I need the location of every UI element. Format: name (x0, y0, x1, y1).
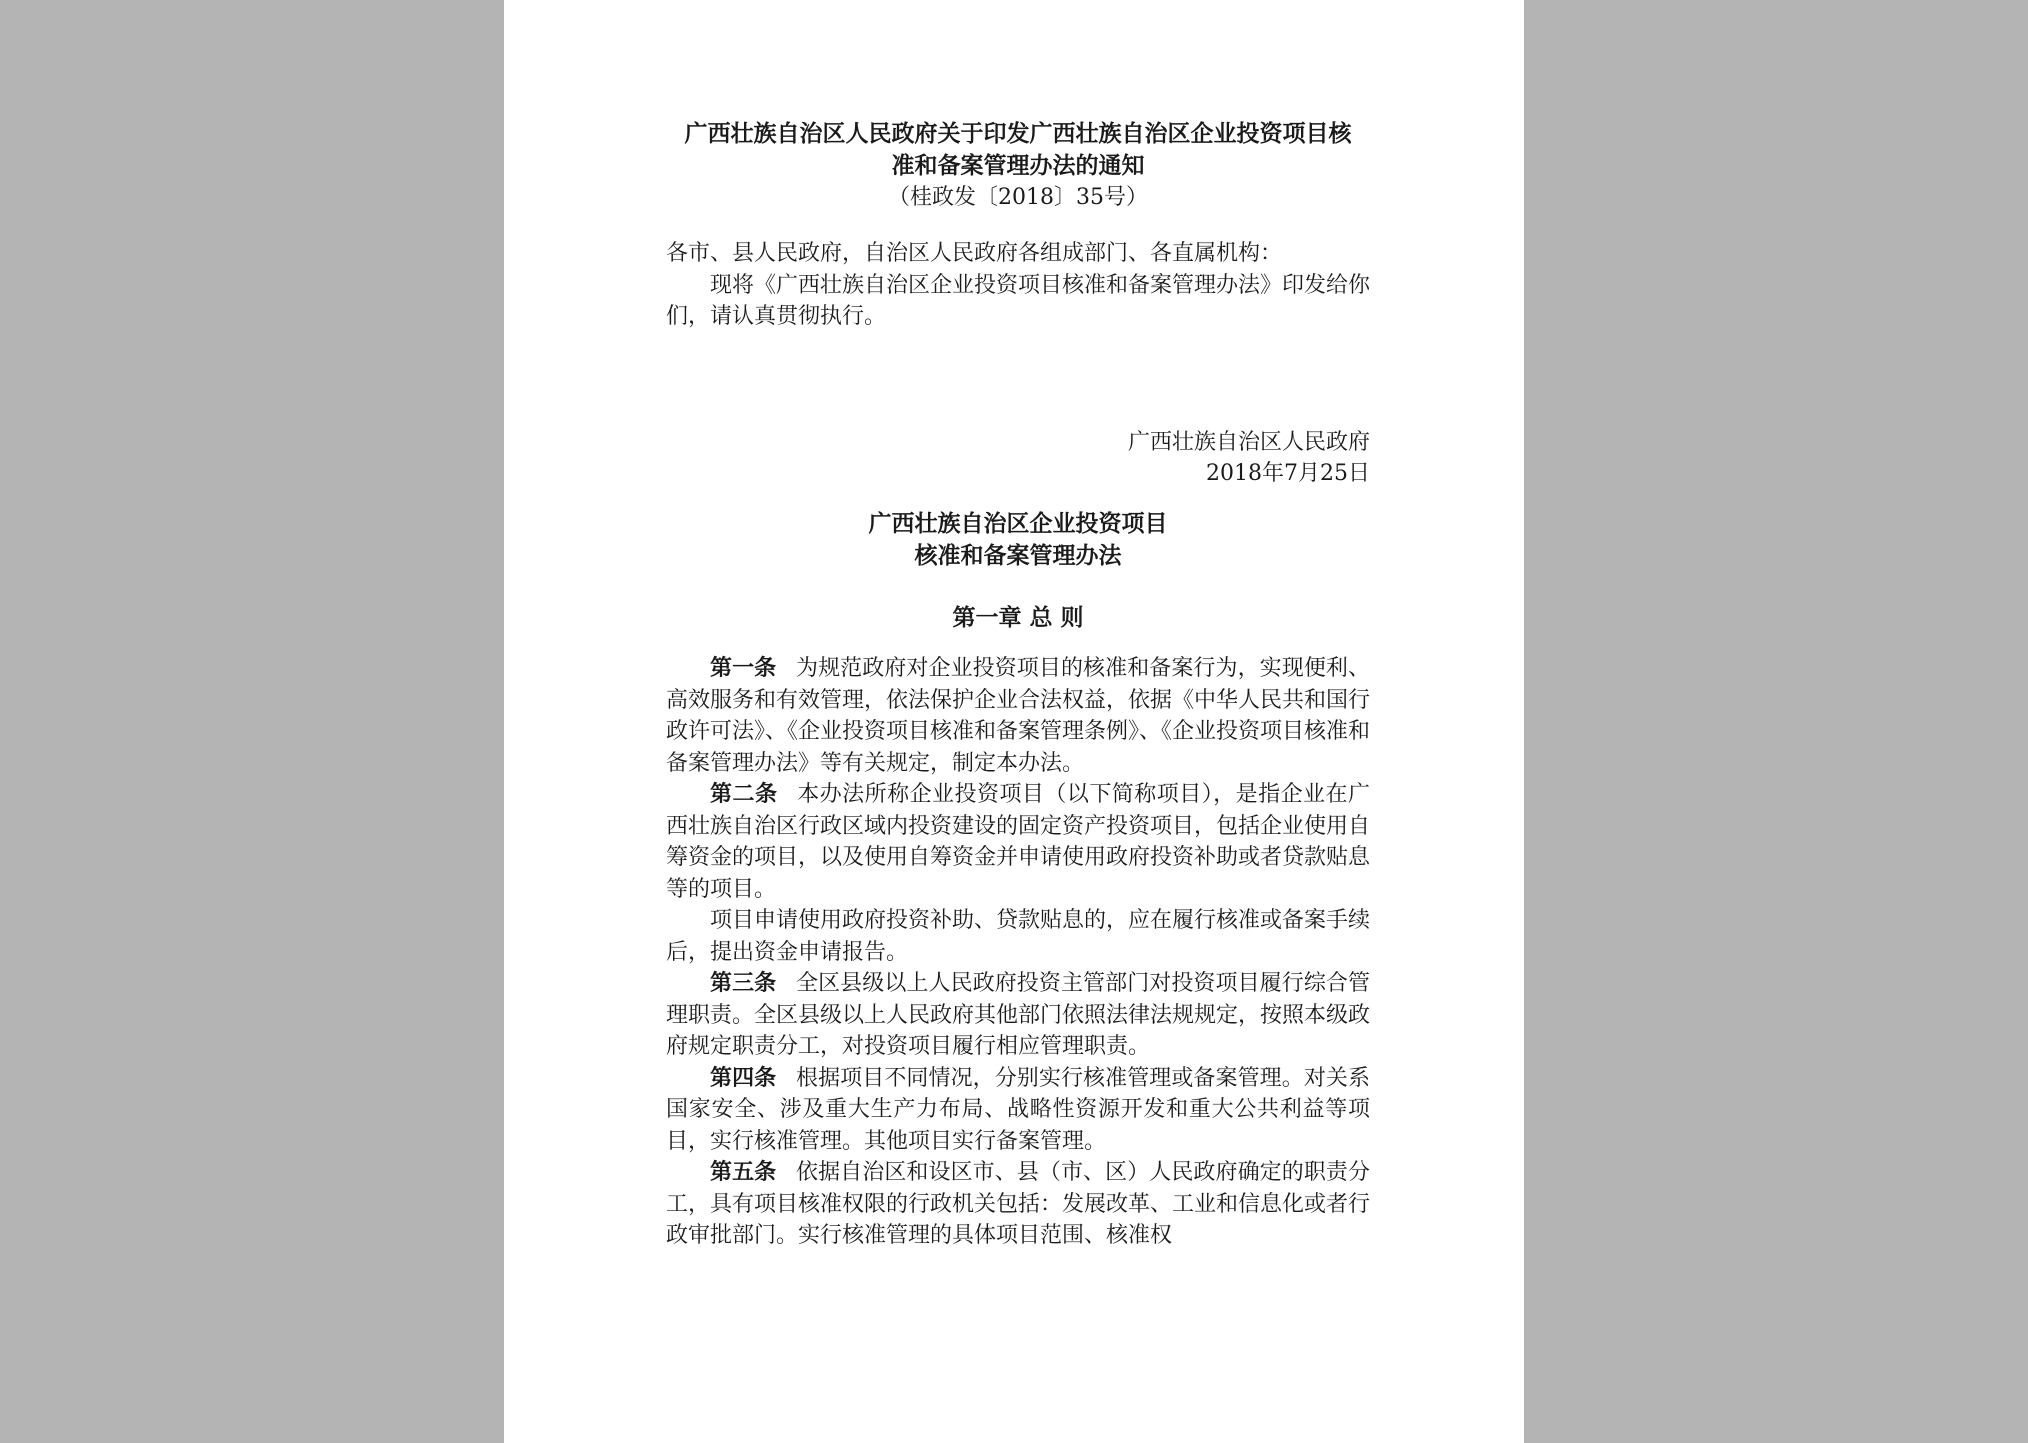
article-text: 根据项目不同情况，分别实行核准管理或备案管理。对关系国家安全、涉及重大生产力布局、战略性资源开发和重大公共利益等项目，实行核准管理。其他项目实行备案管理。 (666, 1065, 1370, 1154)
article-text: 依据自治区和设区市、县（市、区）人民政府确定的职责分工，具有项目核准权限的行政机关包括：发展改革、工业和信息化或者行政审批部门。实行核准管理的具体项目范围、核准权 (666, 1160, 1371, 1248)
signature-block (666, 427, 1370, 490)
attachment-title (666, 508, 1370, 572)
article-label: 第四条 (710, 1064, 777, 1091)
article-label: 第一条 (710, 655, 777, 681)
article-text: 为规范政府对企业投资项目的核准和备案行为，实现便利、高效服务和有效管理，依法保护企业合法权益，依据《中华人民共和国行政许可法》、《企业投资项目核准和备案管理条例》、《企业投资项目核准和备案管理办法》等有关规定，制定本办法。 (666, 656, 1371, 776)
article-label: 第二条 (710, 781, 778, 807)
chapter-title: 第一章 总 则 (952, 603, 1084, 631)
document-number: （桂政发〔2018〕35号） (888, 185, 1148, 210)
article-paragraph (666, 653, 1370, 779)
signature-date: 2018年7月25日 (1206, 461, 1370, 486)
article-paragraph (666, 968, 1370, 1063)
article-paragraph (666, 1063, 1370, 1158)
document-content (666, 118, 1370, 1252)
article-text: 全区县级以上人民政府投资主管部门对投资项目履行综合管理职责。全区县级以上人民政府其他部门依照法律法规规定，按照本级政府规定职责分工，对投资项目履行相应管理职责。 (666, 971, 1371, 1059)
document-title (666, 118, 1370, 182)
title-line-2: 准和备案管理办法的通知 (891, 152, 1145, 179)
article-text: 项目申请使用政府投资补助、贷款贴息的，应在履行核准或备案手续后，提出资金申请报告。 (666, 908, 1371, 965)
article-paragraph (666, 1157, 1370, 1252)
title-line-1: 广西壮族自治区人民政府关于印发广西壮族自治区企业投资项目核 (684, 120, 1352, 147)
attachment-title-line-1: 广西壮族自治区企业投资项目 (868, 509, 1168, 537)
signature-org: 广西壮族自治区人民政府 (1127, 429, 1370, 455)
article-label: 第五条 (710, 1159, 777, 1185)
salutation: 各市、县人民政府，自治区人民政府各组成部门、各直属机构： (666, 241, 1283, 266)
article-paragraph (666, 779, 1370, 905)
article-text: 本办法所称企业投资项目（以下简称项目），是指企业在广西壮族自治区行政区域内投资建设的固定资产投资项目，包括企业使用自筹资金的项目，以及使用自筹资金并申请使用政府投资补助或者贷款贴息等的项目。 (666, 782, 1371, 902)
attachment-title-line-2: 核准和备案管理办法 (914, 541, 1122, 569)
notice-body: 现将《广西壮族自治区企业投资项目核准和备案管理办法》印发给你们，请认真贯彻执行。 (666, 272, 1371, 329)
article-label: 第三条 (710, 970, 777, 996)
article-paragraph (666, 905, 1370, 968)
document-page (504, 0, 1524, 1443)
article-list (666, 653, 1370, 1252)
